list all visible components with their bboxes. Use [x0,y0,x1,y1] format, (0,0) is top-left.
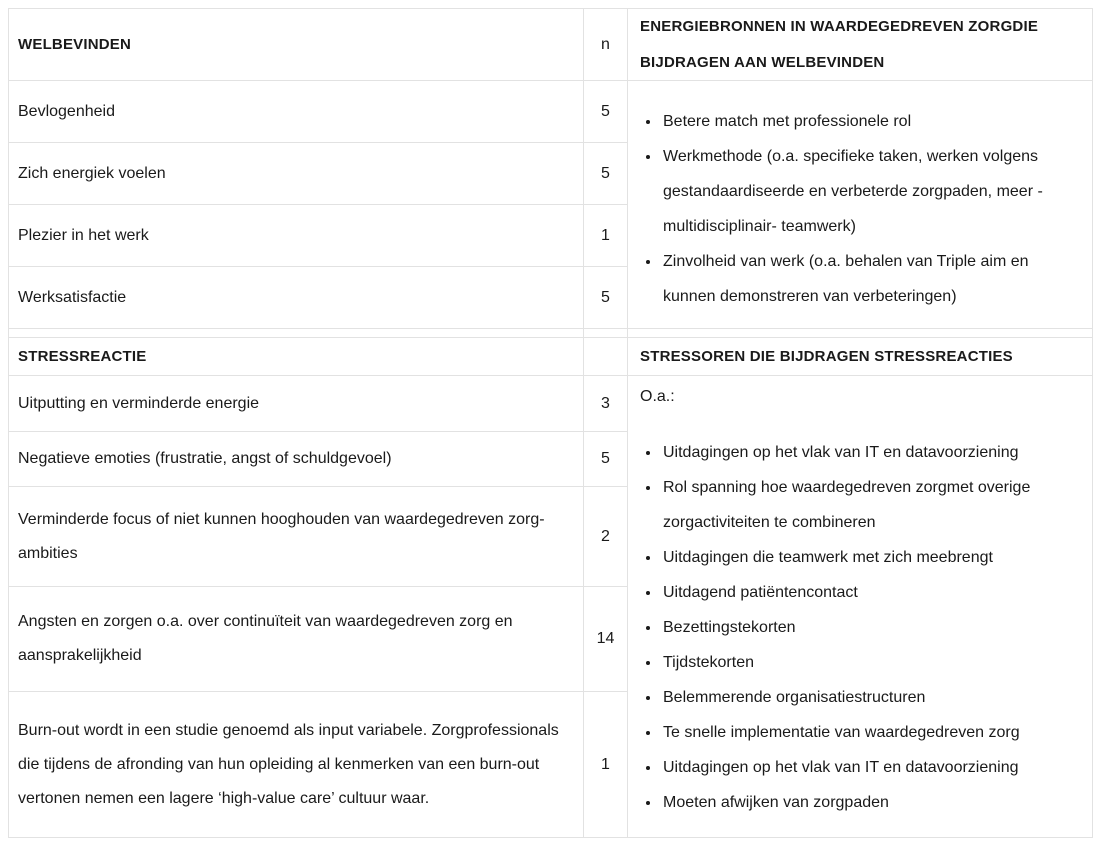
bullet-item: • Betere match met professionele rol [661,104,1078,139]
bullet-item: • Uitdagingen op het vlak van IT en datavoorziening [661,435,1078,470]
stressoren-intro: O.a.: [640,388,675,405]
n-value: 5 [601,164,610,182]
row-n-value [584,205,628,267]
row-label: Negatieve emoties (frustratie, angst of schuldgevoel) [18,450,392,467]
column-header-energiebronnen [628,9,1093,81]
energiebronnen-list [640,104,1078,314]
bullet-item: • Moeten afwijken van zorgpaden [661,785,1078,820]
row-n-value [584,376,628,432]
energiebronnen-list-cell [628,81,1093,329]
n-value: 1 [601,226,610,244]
spacer-cell [584,329,628,338]
row-label: Verminderde focus of niet kunnen hooghouden van waardegedreven zorg-ambities [18,510,545,562]
n-value: 5 [601,288,610,306]
column-header-welbevinden [9,9,584,81]
table-row-uitputting [9,376,584,432]
table-row-angsten-zorgen [9,587,584,692]
table-row-werksatisfactie [9,267,584,329]
column-header-n-label: n [601,35,610,53]
row-n-value [584,143,628,205]
bullet-item: • Uitdagingen die teamwerk met zich meebrengt [661,540,1078,575]
n-value: 2 [601,527,610,545]
table-row-negatieve-emoties [9,432,584,487]
n-value: 5 [601,450,610,467]
bullet-item: • Uitdagend patiëntencontact [661,575,1078,610]
row-label: Angsten en zorgen o.a. over continuïteit van waardegedreven zorg en aansprakelijkheid [18,613,513,664]
row-label: Uitputting en verminderde energie [18,394,260,412]
row-n-value [584,267,628,329]
table-row-energiek [9,143,584,205]
column-header-stressoren [628,338,1093,376]
column-header-n [584,9,628,81]
row-label: Zich energiek voelen [18,164,166,182]
bullet-item: • Tijdstekorten [661,645,1078,680]
bullet-item: • Rol spanning hoe waardegedreven zorgmet overige zorgactiviteiten te combineren [661,470,1078,540]
n-value: 14 [596,630,615,647]
wellbeing-stress-table [8,8,1093,838]
column-header-n-empty [584,338,628,376]
n-value: 3 [601,394,610,412]
column-header-stressoren-label: STRESSOREN DIE BIJDRAGEN STRESSREACTIES [640,347,1013,365]
bullet-item: • Te snelle implementatie van waardegedreven zorg [661,715,1078,750]
row-label: Burn-out wordt in een studie genoemd als input variabele. Zorgprofessionals die tijdens de afronding van hun opleiding al kenmerken van een burn-out vertonen nemen een lagere ‘high-value care’ cultuur waar. [18,721,559,807]
column-header-welbevinden-label: WELBEVINDEN [18,35,132,53]
table-row-verminderde-focus [9,487,584,587]
row-n-value [584,587,628,692]
row-n-value [584,81,628,143]
row-n-value [584,487,628,587]
stressoren-list [640,435,1078,820]
spacer-cell [628,329,1093,338]
bullet-item: • Werkmethode (o.a. specifieke taken, werken volgens gestandaardiseerde en verbeterde zorgpaden, meer -multidisciplinair- teamwerk) [661,139,1078,244]
row-n-value [584,432,628,487]
n-value: 1 [601,755,610,773]
table-row-plezier [9,205,584,267]
row-label: Plezier in het werk [18,226,149,244]
table-row-burnout [9,692,584,838]
bullet-item: • Bezettingstekorten [661,610,1078,645]
row-label: Bevlogenheid [18,102,115,120]
row-n-value [584,692,628,838]
row-label: Werksatisfactie [18,288,127,306]
column-header-energiebronnen-label: ENERGIEBRONNEN IN WAARDEGEDREVEN ZORGDIE BIJDRAGEN AAN WELBEVINDEN [640,17,1039,71]
bullet-item: • Zinvolheid van werk (o.a. behalen van Triple aim en kunnen demonstreren van verbeteringen) [661,244,1078,314]
n-value: 5 [601,102,610,120]
column-header-stressreactie-label: STRESSREACTIE [18,347,147,365]
spacer-cell [9,329,584,338]
bullet-item: • Uitdagingen op het vlak van IT en datavoorziening [661,750,1078,785]
table-row-bevlogenheid [9,81,584,143]
column-header-stressreactie [9,338,584,376]
bullet-item: • Belemmerende organisatiestructuren [661,680,1078,715]
stressoren-list-cell [628,376,1093,838]
